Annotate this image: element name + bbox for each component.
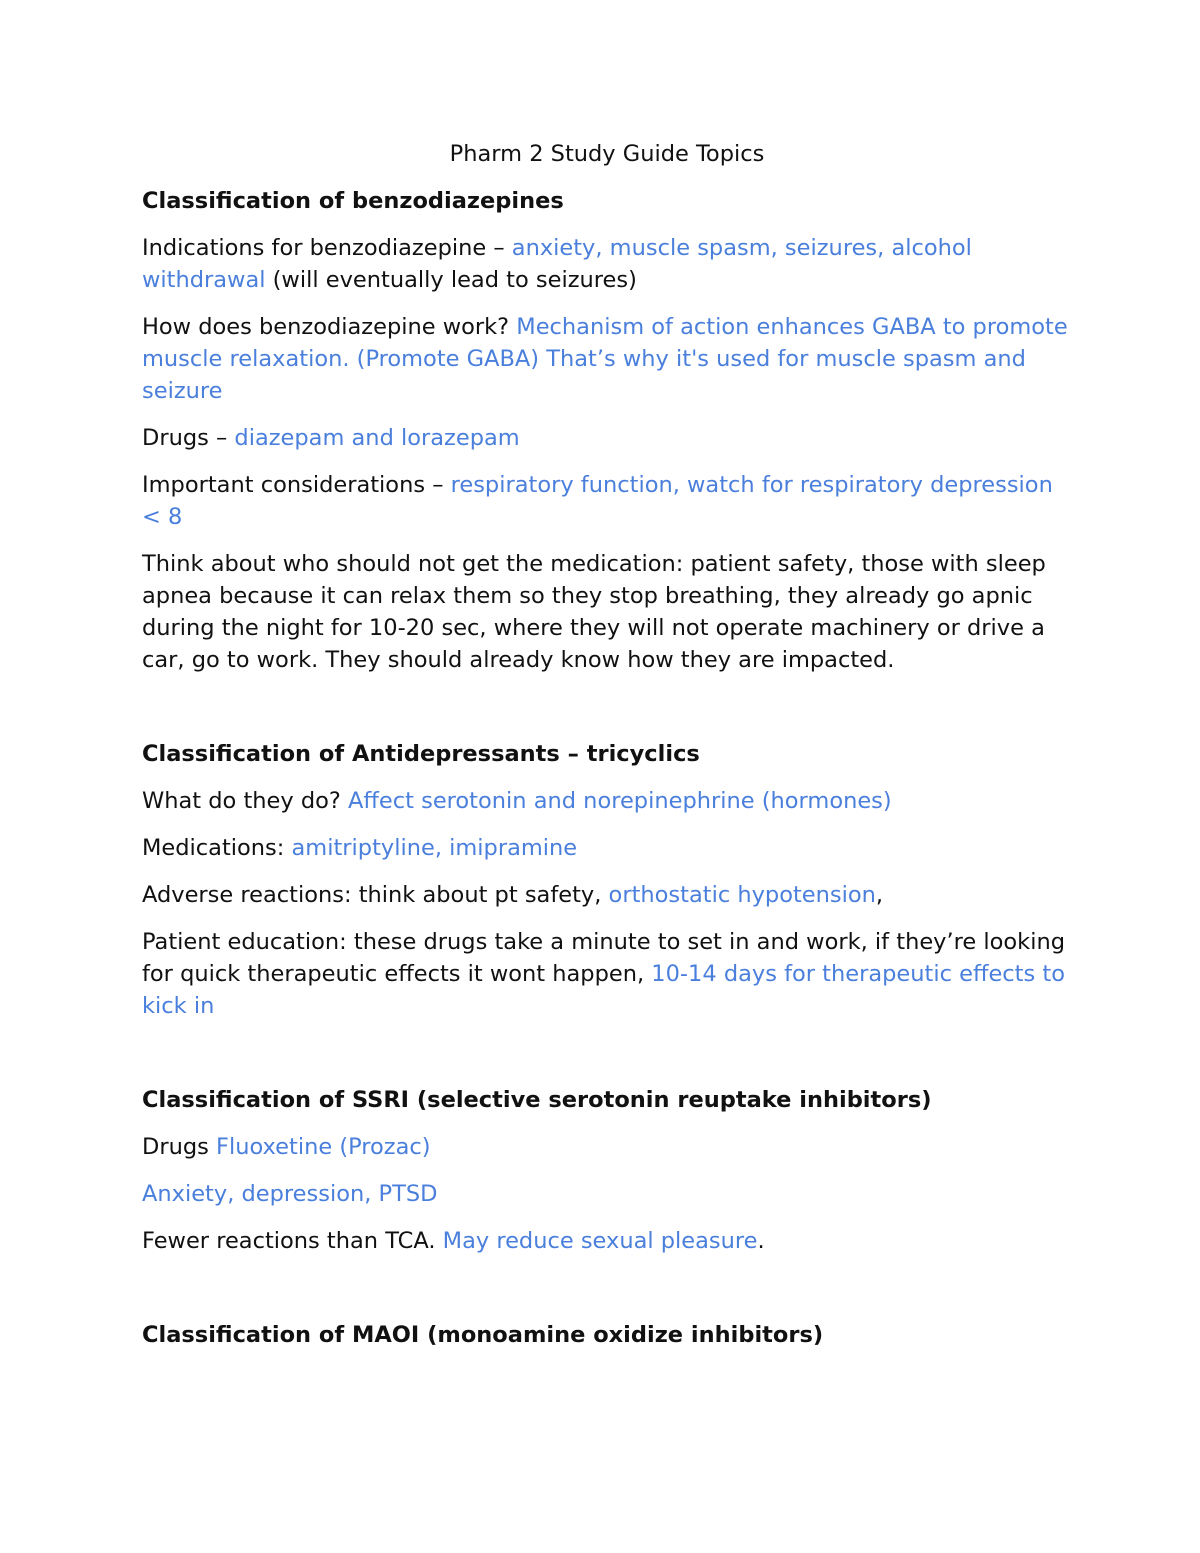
- paragraph-considerations: [142, 469, 1072, 533]
- paragraph-drugs: [142, 422, 1072, 454]
- document-page: [142, 138, 1072, 1366]
- paragraph-indications: [142, 232, 1072, 296]
- paragraph-tail: .: [757, 1228, 765, 1254]
- section-benzodiazepines: [142, 185, 1072, 676]
- paragraph-label: Drugs: [142, 1134, 216, 1160]
- section-tricyclics: [142, 738, 1072, 1022]
- answer-text: anxiety, muscle spasm, seizures, alcohol withdrawal: [142, 235, 972, 293]
- paragraph-tail: (will eventually lead to seizures): [265, 267, 637, 293]
- section-spacer: [142, 691, 1072, 738]
- paragraph-label: Adverse reactions: think about pt safety,: [142, 882, 609, 908]
- paragraph-adverse-reactions: [142, 879, 1072, 911]
- paragraph-tail: ,: [875, 882, 884, 908]
- document-title: Pharm 2 Study Guide Topics: [449, 141, 765, 167]
- section-heading: Classification of Antidepressants – tricyclics: [142, 741, 700, 767]
- paragraph-label: Drugs –: [142, 425, 235, 451]
- paragraph-label: Fewer reactions than TCA.: [142, 1228, 443, 1254]
- answer-text: amitriptyline, imipramine: [291, 835, 578, 861]
- answer-text: diazepam and lorazepam: [234, 425, 520, 451]
- section-spacer: [142, 1272, 1072, 1319]
- answer-text: Anxiety, depression, PTSD: [142, 1181, 438, 1207]
- paragraph-patient-education: [142, 926, 1072, 1022]
- paragraph-label: Patient education: these drugs take a minute to set in and work, if they’re looking for quick therapeutic effects it wont happen,: [142, 929, 1065, 987]
- answer-text: Fluoxetine (Prozac): [216, 1134, 431, 1160]
- paragraph-label: Medications:: [142, 835, 292, 861]
- paragraph-indications: [142, 1178, 1072, 1210]
- answer-text: respiratory function, watch for respiratory depression < 8: [142, 472, 1053, 530]
- paragraph-drugs: [142, 1131, 1072, 1163]
- answer-text: orthostatic hypotension: [608, 882, 876, 908]
- section-heading: Classification of SSRI (selective serotonin reuptake inhibitors): [142, 1087, 932, 1113]
- answer-text: Affect serotonin and norepinephrine (hormones): [348, 788, 892, 814]
- section-heading: Classification of benzodiazepines: [142, 188, 564, 214]
- answer-text: Mechanism of action enhances GABA to promote muscle relaxation. (Promote GABA) That’s why it's used for muscle spasm and seizure: [142, 314, 1068, 404]
- section-spacer: [142, 1037, 1072, 1084]
- paragraph-what-they-do: [142, 785, 1072, 817]
- paragraph-label: What do they do?: [142, 788, 349, 814]
- paragraph-label: Important considerations –: [142, 472, 451, 498]
- answer-text: May reduce sexual pleasure: [442, 1228, 758, 1254]
- paragraph-label: Think about who should not get the medication: patient safety, those with sleep apnea because it can relax them so they stop breathing, they already go apnic during the night for 10-20 sec, where they will not operate machinery or drive a car, go to work. They should already know how they are impacted.: [142, 551, 1046, 673]
- answer-text: 10-14 days for therapeutic effects to kick in: [142, 961, 1065, 1019]
- paragraph-label: Indications for benzodiazepine –: [142, 235, 512, 261]
- section-maoi: [142, 1319, 1072, 1351]
- paragraph-reactions: [142, 1225, 1072, 1257]
- section-ssri: [142, 1084, 1072, 1257]
- paragraph-medications: [142, 832, 1072, 864]
- paragraph-mechanism: [142, 311, 1072, 407]
- section-heading: Classification of MAOI (monoamine oxidize inhibitors): [142, 1322, 824, 1348]
- paragraph-patient-safety: [142, 548, 1072, 676]
- paragraph-label: How does benzodiazepine work?: [142, 314, 517, 340]
